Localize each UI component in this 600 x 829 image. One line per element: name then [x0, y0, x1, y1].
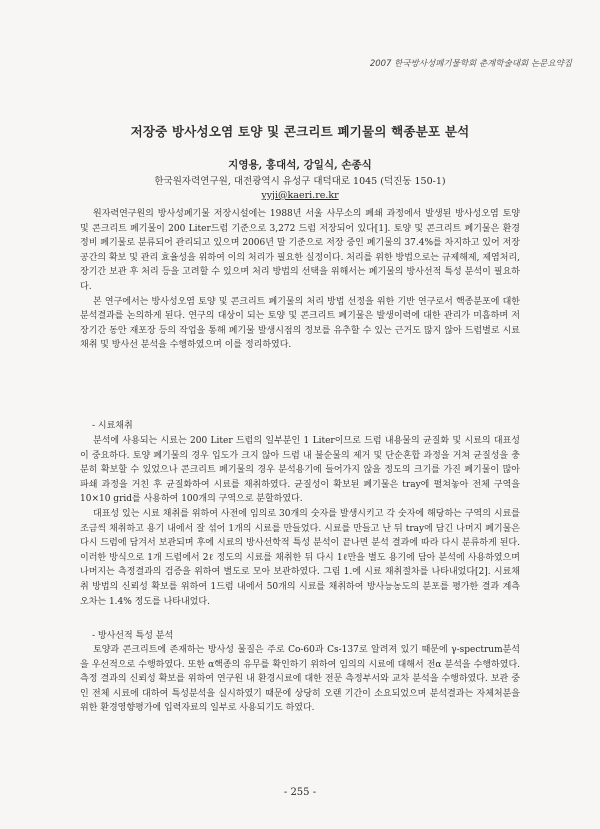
paper-title: 저장중 방사성오염 토양 및 콘크리트 폐기물의 핵종분포 분석	[130, 124, 470, 139]
sampling-paragraph-1: 분석에 사용되는 시료는 200 Liter 드럼의 일부분인 1 Liter이므로 드럼 내용물의 균질화 및 시료의 대표성이 중요하다. 토양 폐기물의 경우 입도가 크지 않아 드럼 내 불순물의 제거 및 단순혼합 과정을 거쳐 균질성을 충분히 확보할 수 있었으나 콘크리트 폐기물의 경우 분석용기에 들어가지 않을 정도의 크기를 가진 폐기물이 많아 파쇄 과정을 거친 후 균질화하여 시료를 채취하였다. 균질성이 확보된 폐기물은 tray에 펼쳐놓아 전체 구역을 10×10 grid를 사용하여 100개의 구역으로 분할하였다.	[80, 436, 520, 505]
sampling-paragraph-2: 대표성 있는 시료 채취를 위하여 사전에 임의로 30개의 숫자를 발생시키고 각 숫자에 해당하는 구역의 시료를 조금씩 채취하고 용기 내에서 잘 섞어 1개의 시료를 만들었다. 시료를 만들고 난 뒤 tray에 담긴 나머지 폐기물은 다시 드럼에 담겨서 보관되며 후에 시료의 방사선학적 특성 분석이 끝나면 분석 결과에 따라 다시 분류하게 된다. 이러한 방식으로 1개 드럼에서 2ℓ 정도의 시료를 채취한 뒤 다시 1ℓ만을 별도 용기에 담아 분석에 사용하였으며 나머지는 측정결과의 검증을 위하여 별도로 모아 보관하였다. 그림 1.에 시료 채취절차를 나타내었다[2]. 시료채취 방법의 신뢰성 확보를 위하여 1드럼 내에서 50개의 시료를 채취하여 방사능농도의 분포를 평가한 결과 계측 오차는 1.4% 정도를 나타내었다.	[80, 508, 520, 607]
contact-email[interactable]	[0, 190, 600, 201]
section-heading-sampling: - 시료채취	[92, 421, 133, 431]
analysis-section	[80, 643, 520, 716]
intro-section	[80, 207, 520, 353]
intro-paragraph-2: 본 연구에서는 방사성오염 토양 및 콘크리트 폐기물의 처리 방법 선정을 위한 기반 연구로서 핵종분포에 대한 분석결과를 논의하게 된다. 연구의 대상이 되는 토양 및 콘크리트 폐기물은 발생이력에 대한 관리가 미흡하며 저장기간 동안 재포장 등의 작업을 통해 폐기물 발생시점의 정보를 유추할 수 있는 근거도 많지 않아 드럼별로 시료채취 및 방사선 분석을 수행하였으며 이를 정리하였다.	[80, 296, 520, 351]
section-heading-analysis: - 방사선적 특성 분석	[92, 631, 174, 641]
page-number: - 255 -	[283, 787, 317, 798]
sampling-section	[80, 434, 520, 609]
analysis-paragraph-1: 토양과 콘크리트에 존재하는 방사성 물질은 주로 Co-60과 Cs-137로 알려져 있기 때문에 γ-spectrum분석을 우선적으로 수행하였다. 또한 α핵종의 유무를 확인하기 위하여 임의의 시료에 대해서 전α 분석을 수행하였다. 측정 결과의 신뢰성 확보를 위하여 연구원 내 환경시료에 대한 전문 측정부서와 교차 분석을 수행하였다. 보관 중인 전체 시료에 대하여 특성분석을 실시하였기 때문에 상당히 오랜 기간이 소요되었으며 분석결과는 자체처분을 위한 환경영향평가에 입력자료의 일부로 사용되기도 하였다.	[80, 645, 520, 714]
email-link[interactable]: yyji@kaeri.re.kr	[261, 190, 339, 201]
running-header: 2007 한국방사성폐기물학회 춘계학술대회 논문요약집	[369, 59, 572, 69]
intro-paragraph-1: 원자력연구원의 방사성폐기물 저장시설에는 1988년 서울 사무소의 폐쇄 과정에서 발생된 방사성오염 토양 및 콘크리트 폐기물이 200 Liter드럼 기준으로 3,272 드럼 저장되어 있다[1]. 토양 및 콘크리트 폐기물은 환경정비 폐기물로 분류되어 관리되고 있으며 2006년 말 기준으로 저장 중인 폐기물의 37.4%를 차지하고 있어 저장 공간의 확보 및 관리 효율성을 위하여 이의 처리가 필요한 실정이다. 처리를 위한 방법으로는 규제해제, 제염처리, 장기간 보관 후 처리 등을 고려할 수 있으며 처리 방법의 선택을 위해서는 폐기물의 방사선적 특성 분석이 필요하다.	[80, 209, 520, 292]
affiliation: 한국원자력연구원, 대전광역시 유성구 대덕대로 1045 (덕진동 150-1)	[154, 176, 446, 187]
author-list: 지영용, 홍대석, 강일식, 손종식	[228, 159, 372, 171]
